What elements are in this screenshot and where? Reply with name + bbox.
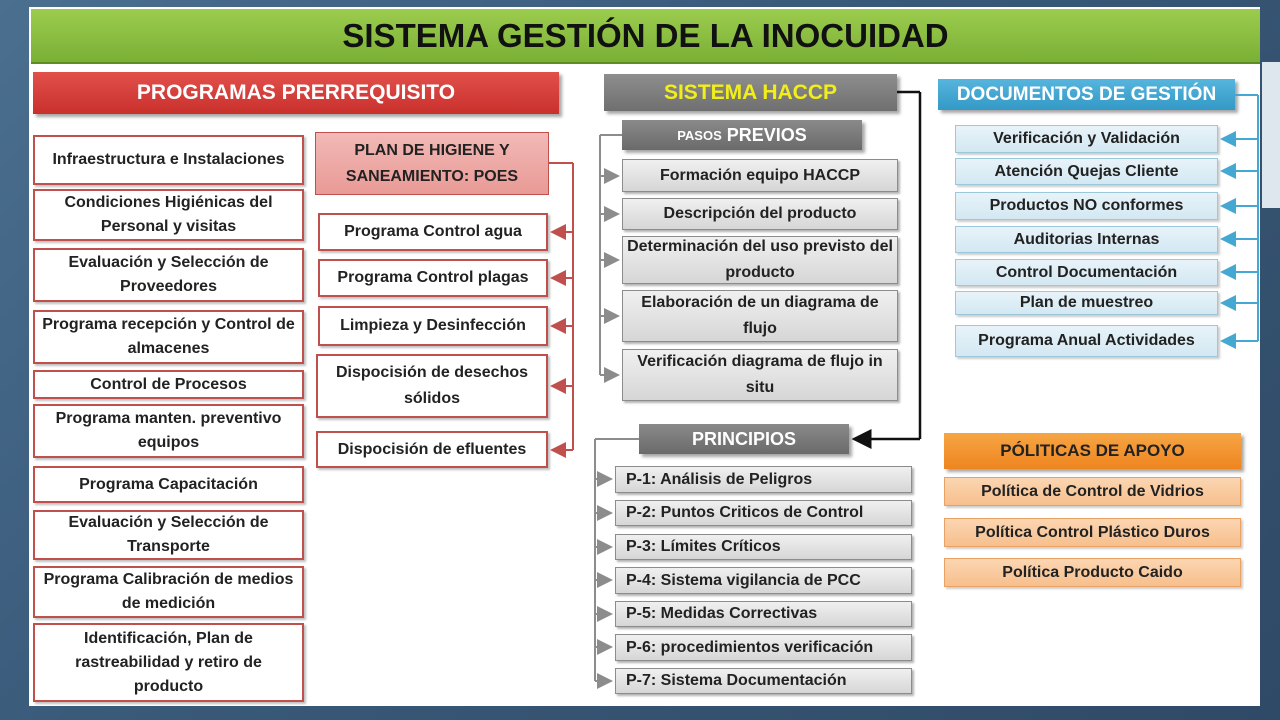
previos-label: PREVIOS [726, 124, 807, 145]
prerequisites-header: PROGRAMAS PRERREQUISITO [33, 72, 559, 114]
principios-connector [595, 439, 639, 681]
haccp-principios-connector [854, 92, 920, 439]
pasos-label: PASOS [677, 127, 722, 143]
poes-item-limpieza: Limpieza y Desinfección [318, 306, 548, 346]
prereq-item-mantenimiento: Programa manten. preventivo equipos [33, 404, 304, 458]
pasos-item-descripcion: Descripción del producto [622, 198, 898, 230]
principio-p7: P-7: Sistema Documentación [615, 668, 912, 694]
haccp-header: SISTEMA HACCP [604, 74, 897, 111]
pasos-connector [600, 135, 622, 375]
prereq-item-evaluacion-transporte: Evaluación y Selección de Transporte [33, 510, 304, 560]
doc-item-verificacion: Verificación y Validación [955, 125, 1218, 153]
documentos-connector [1222, 95, 1258, 341]
doc-item-programa-anual: Programa Anual Actividades [955, 325, 1218, 357]
doc-item-no-conformes: Productos NO conformes [955, 192, 1218, 220]
principio-p6: P-6: procedimientos verificación [615, 634, 912, 661]
politica-item-producto-caido: Política Producto Caido [944, 558, 1241, 587]
prereq-item-condiciones-higienicas: Condiciones Higiénicas del Personal y visitas [33, 189, 304, 241]
principios-header: PRINCIPIOS [639, 424, 849, 454]
prereq-item-evaluacion-proveedores: Evaluación y Selección de Proveedores [33, 248, 304, 302]
documentos-header: DOCUMENTOS DE GESTIÓN [938, 79, 1235, 110]
poes-connector [549, 163, 573, 450]
principio-p2: P-2: Puntos Criticos de Control [615, 500, 912, 526]
poes-item-desechos-solidos: Dispocisión de desechos sólidos [316, 354, 548, 418]
principio-p1: P-1: Análisis de Peligros [615, 466, 912, 493]
doc-item-control-documentacion: Control Documentación [955, 259, 1218, 286]
page-title: SISTEMA GESTIÓN DE LA INOCUIDAD [31, 9, 1260, 64]
politica-item-vidrios: Política de Control de Vidrios [944, 477, 1241, 506]
principio-p5: P-5: Medidas Correctivas [615, 601, 912, 627]
prereq-item-infraestructura: Infraestructura e Instalaciones [33, 135, 304, 185]
prereq-item-calibracion: Programa Calibración de medios de medición [33, 566, 304, 618]
poes-item-control-plagas: Programa Control plagas [318, 259, 548, 297]
prereq-item-control-procesos: Control de Procesos [33, 370, 304, 399]
pasos-item-formacion: Formación equipo HACCP [622, 159, 898, 192]
pasos-item-uso-previsto: Determinación del uso previsto del producto [622, 236, 898, 284]
prereq-item-recepcion-almacenes: Programa recepción y Control de almacenes [33, 310, 304, 364]
principio-p3: P-3: Límites Críticos [615, 534, 912, 560]
politica-item-plastico: Política Control Plástico Duros [944, 518, 1241, 547]
politicas-header: PÓLITICAS DE APOYO [944, 433, 1241, 469]
prereq-item-rastreabilidad: Identificación, Plan de rastreabilidad y retiro de producto [33, 623, 304, 702]
poes-item-efluentes: Dispocisión de efluentes [316, 431, 548, 468]
poes-header: PLAN DE HIGIENE Y SANEAMIENTO: POES [315, 132, 549, 195]
doc-item-quejas: Atención Quejas Cliente [955, 158, 1218, 185]
doc-item-auditorias: Auditorias Internas [955, 226, 1218, 253]
pasos-item-diagrama-flujo: Elaboración de un diagrama de flujo [622, 290, 898, 342]
doc-item-plan-muestreo: Plan de muestreo [955, 291, 1218, 315]
principio-p4: P-4: Sistema vigilancia de PCC [615, 567, 912, 594]
pasos-item-verificacion-in-situ: Verificación diagrama de flujo in situ [622, 349, 898, 401]
prereq-item-capacitacion: Programa Capacitación [33, 466, 304, 503]
poes-item-control-agua: Programa Control agua [318, 213, 548, 251]
